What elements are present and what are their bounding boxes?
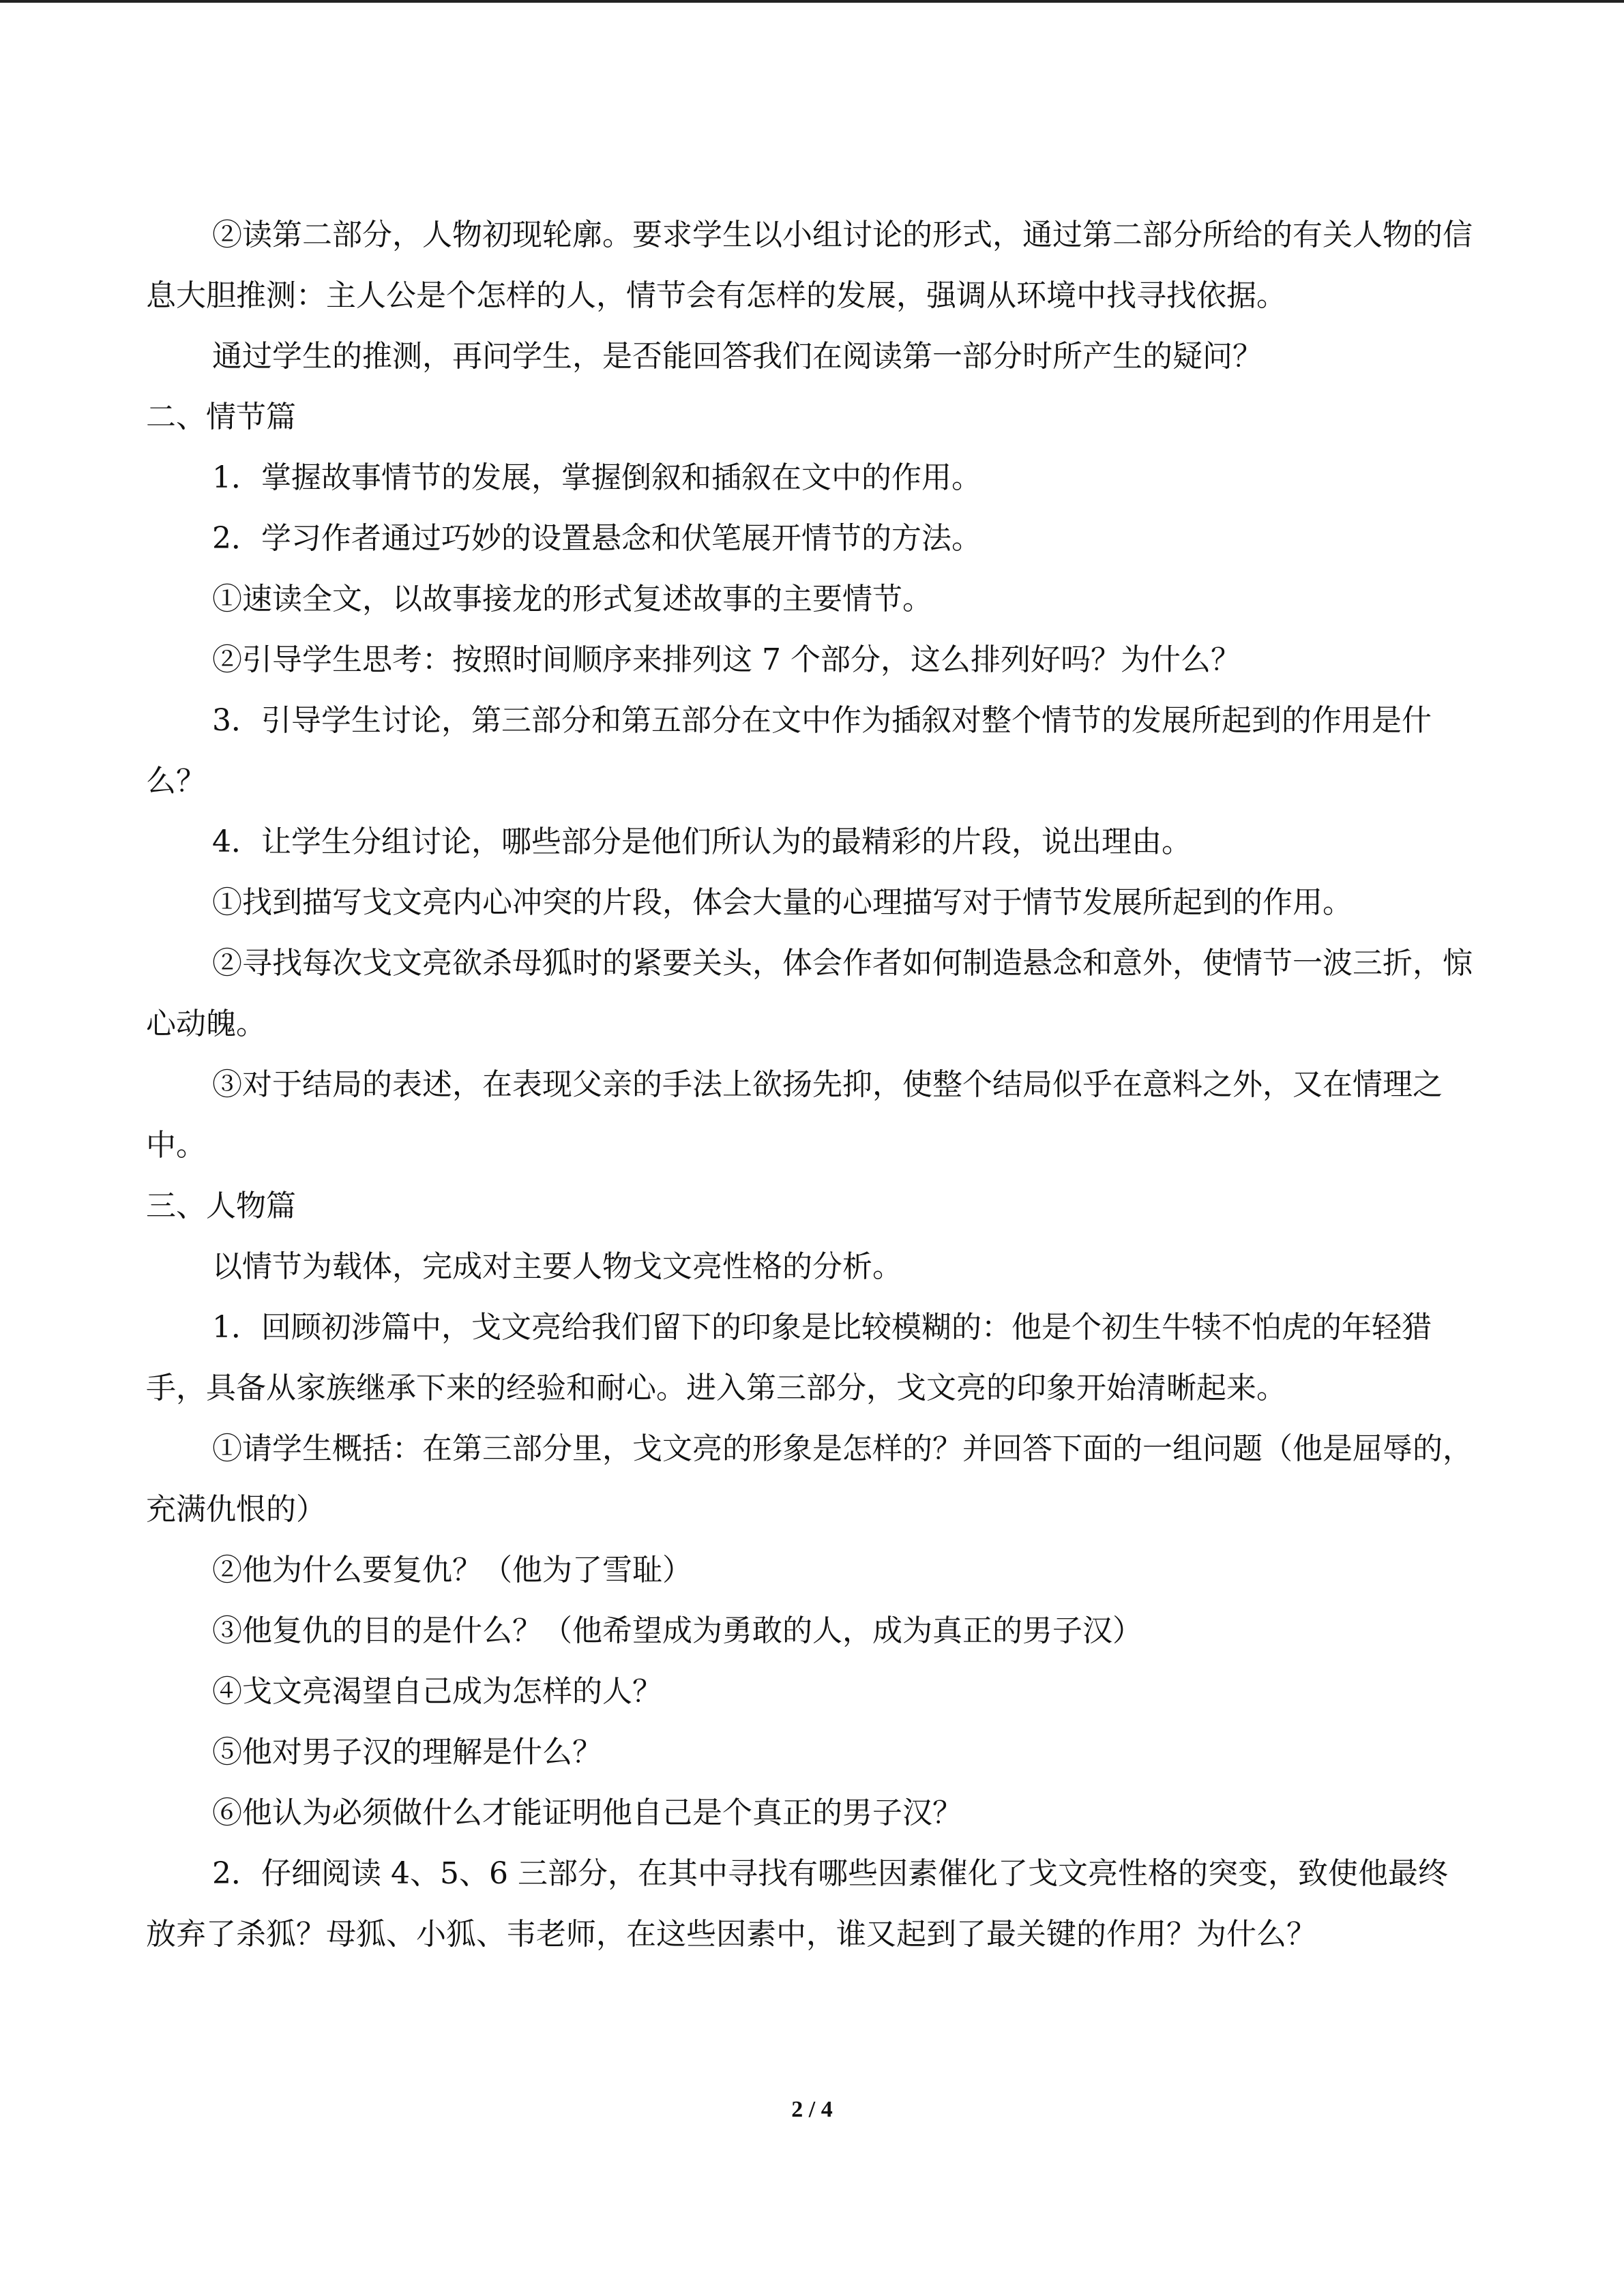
paragraph: 通过学生的推测，再问学生，是否能回答我们在阅读第一部分时所产生的疑问？ — [212, 339, 1263, 374]
section-heading: 二、情节篇 — [146, 400, 296, 434]
paragraph: ①找到描写戈文亮内心冲突的片段，体会大量的心理描写对于情节发展所起到的作用。 — [212, 885, 1353, 920]
paragraph: ②他为什么要复仇？（他为了雪耻） — [212, 1553, 692, 1587]
paragraph: ②寻找每次戈文亮欲杀母狐时的紧要关头，体会作者如何制造悬念和意外，使情节一波三折，惊心动魄。 — [146, 946, 1473, 1041]
section-heading: 三、人物篇 — [146, 1189, 296, 1223]
paragraph: ⑤他对男子汉的理解是什么？ — [212, 1735, 602, 1770]
paragraph: ④戈文亮渴望自己成为怎样的人？ — [212, 1674, 662, 1709]
paragraph: 2．学习作者通过巧妙的设置悬念和伏笔展开情节的方法。 — [212, 521, 981, 556]
paragraph: ⑥他认为必须做什么才能证明他自己是个真正的男子汉？ — [212, 1795, 962, 1830]
paragraph: ②读第二部分，人物初现轮廓。要求学生以小组讨论的形式，通过第二部分所给的有关人物的信息大胆推测：主人公是个怎样的人，情节会有怎样的发展，强调从环境中找寻找依据。 — [146, 218, 1473, 313]
paragraph: 以情节为载体，完成对主要人物戈文亮性格的分析。 — [212, 1249, 902, 1284]
paragraph: ①速读全文，以故事接龙的形式复述故事的主要情节。 — [212, 582, 932, 616]
paragraph: 1．掌握故事情节的发展，掌握倒叙和插叙在文中的作用。 — [212, 460, 981, 495]
paragraph: ②引导学生思考：按照时间顺序来排列这 7 个部分，这么排列好吗？为什么？ — [212, 642, 1241, 677]
paragraph: ③他复仇的目的是什么？（他希望成为勇敢的人，成为真正的男子汉） — [212, 1613, 1142, 1648]
paragraph: ①请学生概括：在第三部分里，戈文亮的形象是怎样的？并回答下面的一组问题（他是屈辱的，充满仇恨的） — [146, 1431, 1473, 1527]
document-body — [146, 205, 1473, 1965]
paragraph: 3．引导学生讨论，第三部分和第五部分在文中作为插叙对整个情节的发展所起到的作用是什么？ — [146, 703, 1432, 799]
page-number: 2 / 4 — [791, 2097, 833, 2122]
paragraph: 1．回顾初涉篇中，戈文亮给我们留下的印象是比较模糊的：他是个初生牛犊不怕虎的年轻猎手，具备从家族继承下来的经验和耐心。进入第三部分，戈文亮的印象开始清晰起来。 — [146, 1310, 1432, 1405]
paragraph: 4．让学生分组讨论，哪些部分是他们所认为的最精彩的片段，说出理由。 — [212, 824, 1192, 859]
top-border-line — [0, 0, 1624, 3]
paragraph: ③对于结局的表述，在表现父亲的手法上欲扬先抑，使整个结局似乎在意料之外，又在情理之中。 — [146, 1067, 1443, 1163]
paragraph: 2．仔细阅读 4、5、6 三部分，在其中寻找有哪些因素催化了戈文亮性格的突变，致使他最终放弃了杀狐？母狐、小狐、韦老师，在这些因素中，谁又起到了最关键的作用？为什么？ — [146, 1856, 1448, 1952]
